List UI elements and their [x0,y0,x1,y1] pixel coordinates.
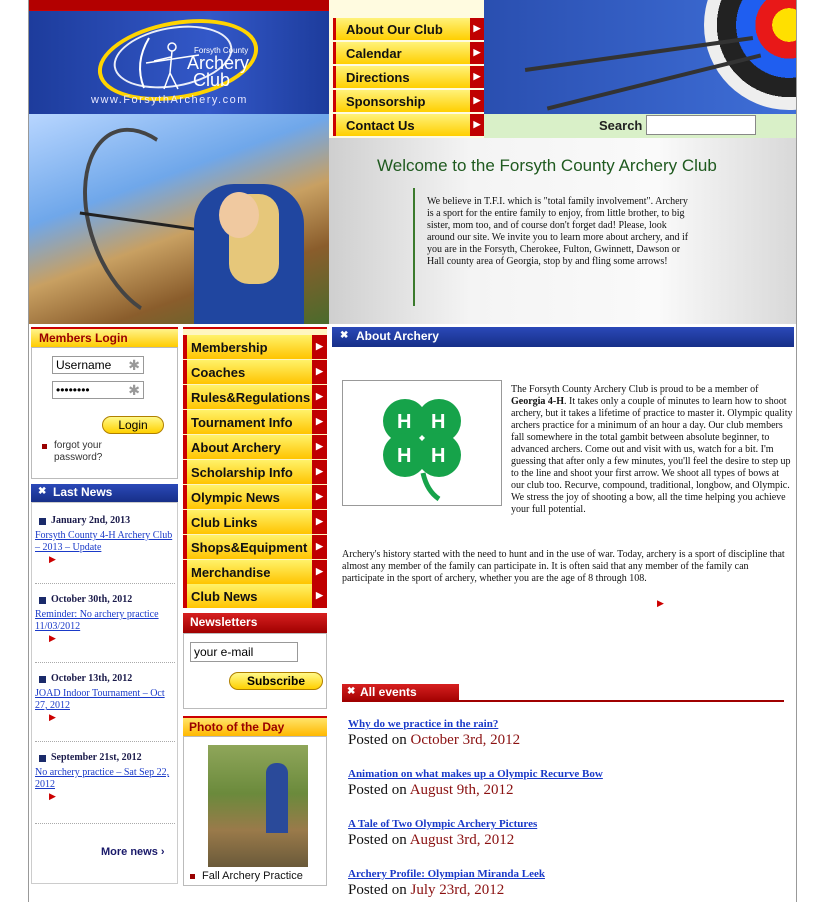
chevron-right-icon: ▶ [312,435,327,459]
photo-of-the-day-box [183,736,327,886]
search-label: Search [599,118,643,133]
search-input[interactable] [646,115,756,135]
bullet-icon [190,874,195,879]
logo-small-text: Forsyth County [194,46,249,55]
photo-person [266,763,288,833]
event-posted [348,882,788,899]
chevron-right-icon[interactable]: ▶ [49,633,56,643]
news-divider [35,741,175,742]
news-item [35,594,175,644]
event-item [348,868,788,899]
welcome-text: We believe in T.F.I. which is "total family involvement". Archery is a sport for the entire family to enjoy, from little brother, to big sister, mom too, and of course don't forget dad! Please, look around our site. We invite you to learn more about archery, and if you are in the Forsyth, Cherokee, Fulton, Gwinnett, Dawson or Hall county area of Georgia, stop by and fling some arrows! [427,196,689,267]
event-posted [348,832,788,849]
menu-label: Club News [191,589,258,604]
menu-label: Coaches [191,365,246,380]
menu-label: Shops&Equipment [191,540,308,555]
search-bar [484,114,797,138]
news-link[interactable]: No archery practice – Sat Sep 22, 2012 [35,767,170,790]
last-news-title: Last News [53,485,113,499]
required-asterisk-icon: ✱ [128,382,140,398]
event-title-link[interactable]: Why do we practice in the rain? [348,718,499,730]
close-icon: ✖ [38,486,47,497]
about-archery-text [511,384,793,516]
photo-caption: Fall Archery Practice [202,870,303,882]
target-banner [484,0,797,114]
club-logo[interactable] [29,10,329,114]
menu-club-links[interactable] [183,510,327,534]
nav-label: Sponsorship [346,94,426,109]
last-news-heading [31,484,178,502]
chevron-right-icon: ▶ [470,42,484,64]
news-date: January 2nd, 2013 [35,515,175,526]
menu-label: Membership [191,340,268,355]
logo-url: www.ForsythArchery.com [91,94,248,106]
posted-prefix: Posted on [348,882,407,898]
event-item [348,718,788,749]
chevron-right-icon[interactable]: ▶ [49,712,56,722]
photo-of-the-day-image[interactable] [208,745,308,867]
archery-history-text: Archery's history started with the need to hunt and in the use of war. Today, archery is a sport of discipline that almost any member of the family can participate in. It is often said that any member of the family can participate in the sport of archery, whether you are the age of 8 through 108. [342,549,785,584]
svg-text:H: H [431,411,446,433]
news-divider [35,662,175,663]
menu-label: Tournament Info [191,415,293,430]
menu-shops-equipment[interactable] [183,535,327,559]
4h-clover-logo [342,380,502,506]
more-news-label: More news [101,846,158,858]
event-posted [348,782,788,799]
password-field[interactable] [52,381,144,399]
hero-face [219,192,259,238]
login-button[interactable]: Login [102,416,164,434]
required-asterisk-icon: ✱ [128,357,140,373]
news-date: September 21st, 2012 [35,752,175,763]
username-value: Username [56,358,112,372]
chevron-right-icon: ▶ [312,510,327,534]
event-date: October 3rd, 2012 [410,732,521,748]
chevron-right-icon: ▶ [312,410,327,434]
logo-line-2: Club [193,70,231,90]
event-item [348,818,788,849]
events-divider [342,700,784,702]
menu-coaches[interactable] [183,360,327,384]
menu-label: Rules&Regulations [191,390,311,405]
chevron-right-icon: ▶ [312,584,327,608]
posted-prefix: Posted on [348,832,407,848]
about-archery-heading [332,327,794,347]
about-archery-title: About Archery [356,329,439,343]
photo-of-the-day-heading: Photo of the Day [183,716,327,736]
menu-label: Merchandise [191,565,271,580]
4h-clover-icon [343,381,501,505]
hero-archer-photo [29,114,329,324]
event-posted [348,732,788,749]
posted-prefix: Posted on [348,732,407,748]
news-item [35,515,175,565]
logo-line-1: Archery [187,53,250,73]
svg-text:H: H [431,445,446,467]
event-title-link[interactable]: A Tale of Two Olympic Archery Pictures [348,818,538,830]
nav-label: Calendar [346,46,402,61]
menu-olympic-news[interactable] [183,485,327,509]
bullet-icon [42,444,47,449]
chevron-right-icon: ▶ [312,360,327,384]
menu-label: About Archery [191,440,281,455]
nav-calendar[interactable] [333,42,484,64]
chevron-right-icon: ▶ [312,560,327,584]
event-title-link[interactable]: Animation on what makes up a Olympic Recurve Bow [348,768,603,780]
news-date: October 13th, 2012 [35,673,175,684]
menu-membership[interactable] [183,335,327,359]
menu-club-news[interactable] [183,584,327,608]
event-item [348,768,788,799]
more-news-link[interactable] [101,846,165,858]
posted-prefix: Posted on [348,782,407,798]
top-red-bar [29,0,329,10]
menu-label: Scholarship Info [191,465,293,480]
chevron-right-icon: ▶ [312,385,327,409]
about-intro: The Forsyth County Archery Club is proud to be a member of [511,384,759,395]
welcome-title: Welcome to the Forsyth County Archery Club [377,156,717,175]
newsletters-heading: Newsletters [183,613,327,633]
members-login-heading: Members Login [31,327,178,347]
chevron-right-icon[interactable]: ▶ [49,554,56,564]
nav-label: Contact Us [346,118,415,133]
close-icon: ✖ [347,686,356,697]
page [28,0,797,902]
chevron-right-icon: ▶ [312,535,327,559]
event-date: July 23rd, 2012 [410,882,505,898]
about-intro-rest: . It takes only a couple of minutes to learn how to shoot archery, but it takes a lifetime of practice to master it. Olympic quality archers practice for a minimum of an hour a day. Our club members fall somewhere in the total gambit between absolute beginner, to advanced archers. Come out and visit with us, watch for a bit. I'm guessing that after only a few minutes, you'll feel the desire to step up to the line and shoot your first arrow. We shoot all types of bows at our club too. Recurve, compound, traditional, longbow, and Olympic. We stress the joy of shooting a bow, all the time helping you achieve your full potential. [511,396,793,515]
top-navigation [329,0,484,138]
menu-scholarship-info[interactable] [183,460,327,484]
all-events-title: All events [360,685,417,699]
news-item [35,673,175,723]
nav-about-our-club[interactable] [333,18,484,40]
news-link[interactable]: Reminder: No archery practice 11/03/2012 [35,609,159,632]
username-field[interactable] [52,356,144,374]
chevron-right-icon[interactable]: ▶ [49,791,56,801]
chevron-right-icon: ▶ [470,18,484,40]
subscribe-button[interactable]: Subscribe [229,672,323,690]
svg-text:H: H [397,411,412,433]
last-news-box [31,502,178,884]
newsletter-box [183,633,327,709]
nav-label: About Our Club [346,22,443,37]
password-value: •••••••• [56,383,90,397]
menu-merchandise[interactable] [183,560,327,584]
chevron-right-icon: ▶ [470,114,484,136]
members-login-box [31,347,178,479]
chevron-right-icon: ▶ [470,66,484,88]
chevron-right-icon: › [160,846,165,858]
email-input[interactable] [190,642,298,662]
menu-tournament-info[interactable] [183,410,327,434]
welcome-divider [413,188,415,306]
menu-about-archery[interactable] [183,435,327,459]
chevron-right-icon[interactable]: ▶ [657,598,664,608]
event-date: August 9th, 2012 [409,782,514,798]
news-date: October 30th, 2012 [35,594,175,605]
event-title-link[interactable]: Archery Profile: Olympian Miranda Leek [348,868,545,880]
event-date: August 3rd, 2012 [409,832,515,848]
chevron-right-icon: ▶ [312,335,327,359]
news-divider [35,583,175,584]
nav-sponsorship[interactable] [333,90,484,112]
news-divider [35,823,175,824]
news-item [35,752,175,802]
menu-label: Club Links [191,515,258,530]
side-menu [183,327,327,607]
svg-text:H: H [397,445,412,467]
close-icon: ✖ [340,330,349,341]
nav-directions[interactable] [333,66,484,88]
forgot-password-link[interactable]: forgot your password? [54,440,103,463]
news-link[interactable]: JOAD Indoor Tournament – Oct 27, 2012 [35,688,165,711]
menu-label: Olympic News [191,490,280,505]
news-link[interactable]: Forsyth County 4-H Archery Club – 2013 – Update [35,530,173,553]
chevron-right-icon: ▶ [312,460,327,484]
menu-rules-regulations[interactable] [183,385,327,409]
nav-contact-us[interactable] [333,114,484,136]
welcome-panel [329,138,797,324]
chevron-right-icon: ▶ [312,485,327,509]
chevron-right-icon: ▶ [470,90,484,112]
logo-title [187,55,249,89]
georgia-4h-text: Georgia 4-H [511,396,565,407]
nav-label: Directions [346,70,410,85]
